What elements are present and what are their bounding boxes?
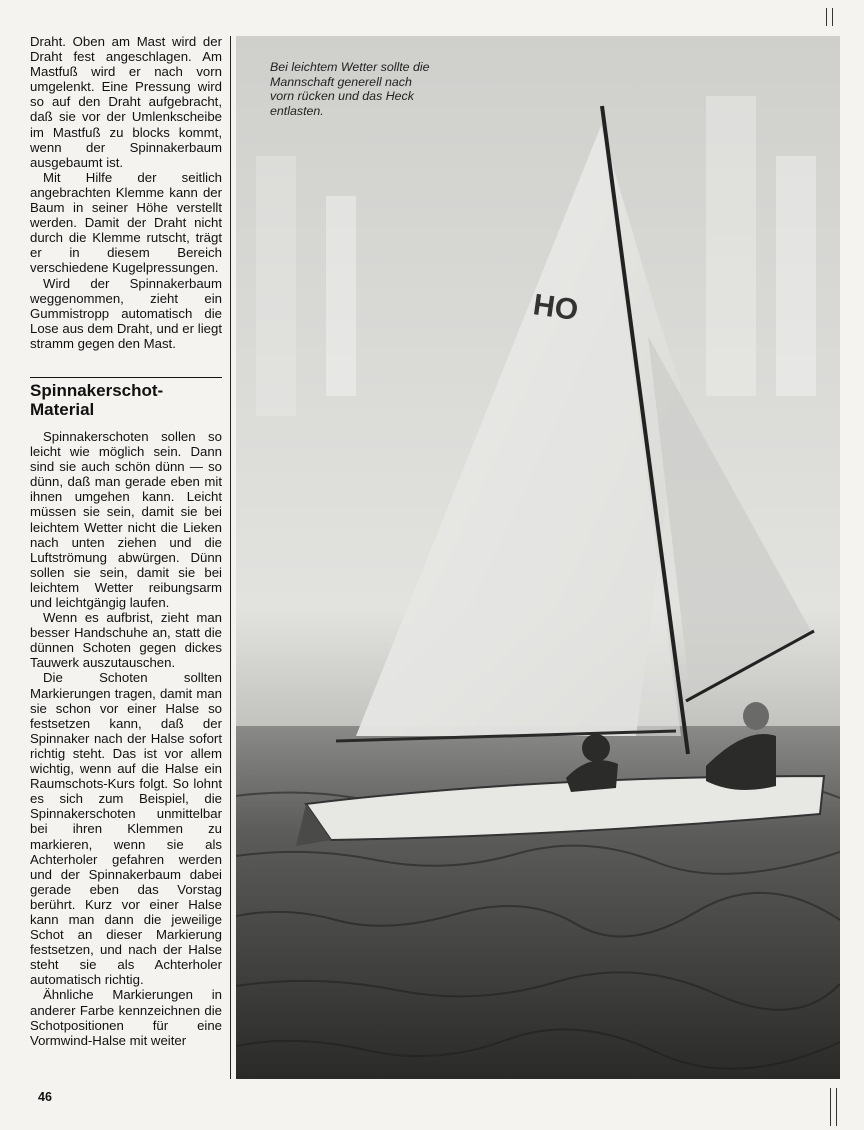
paragraph: Ähnliche Markierungen in anderer Farbe kennzeichnen die Schotpositionen für eine Vormwind-Halse mit weiter bbox=[30, 987, 222, 1048]
column-divider bbox=[230, 36, 231, 1079]
sailing-dinghy-photo bbox=[236, 36, 840, 1079]
scan-edge-mark bbox=[826, 8, 827, 26]
photo-illustration bbox=[236, 36, 840, 1079]
article-column bbox=[30, 34, 222, 1048]
scan-edge-mark bbox=[830, 1088, 831, 1126]
photo-caption: Bei leichtem Wetter sollte die Mannschaft generell nach vorn rücken und das Heck entlasten. bbox=[270, 60, 430, 118]
scan-edge-mark bbox=[836, 1088, 837, 1126]
section-heading: Spinnakerschot-Material bbox=[30, 380, 164, 419]
page-number: 46 bbox=[38, 1090, 52, 1104]
paragraph: Draht. Oben am Mast wird der Draht fest angeschlagen. Am Mastfuß wird er nach vorn umgelenkt. Eine Pressung wird so auf den Draht aufgebracht, daß sie vor der Umlenkscheibe im Mastfuß zu blocks kommt, wenn der Spinnakerbaum ausgebaumt ist. bbox=[30, 34, 222, 170]
paragraph: Mit Hilfe der seitlich angebrachten Klemme kann der Baum in seiner Höhe verstellt werden. Damit der Draht nicht durch die Klemme rutscht, trägt er in diesem Bereich verschiedene Kugelpressungen. bbox=[30, 169, 222, 276]
paragraph: Wird der Spinnakerbaum weggenommen, zieht ein Gummistropp automatisch die Lose aus dem Draht, und er liegt stramm gegen den Mast. bbox=[30, 275, 222, 351]
sail-number: HO bbox=[531, 288, 581, 328]
paragraph: Spinnakerschoten sollen so leicht wie möglich sein. Dann sind sie auch schön dünn — so dünn, daß man gerade eben mit ihnen umgehen kann. Leicht müssen sie sein, damit sie bei leichtem Wetter nicht die Lieken nach unten ziehen und die Luftströmung abwürgen. Dünn sollen sie sein, damit sie bei leichtem Wetter reibungsarm und leichtgängig laufen. bbox=[30, 428, 222, 610]
paragraph: Wenn es aufbrist, zieht man besser Handschuhe an, statt die dünnen Schoten gegen dickes Tauwerk auszutauschen. bbox=[30, 610, 222, 671]
scan-edge-mark bbox=[832, 8, 833, 26]
section-rule bbox=[30, 377, 222, 378]
paragraph: Die Schoten sollten Markierungen tragen, damit man sie schon vor einer Halse so festsetzen kann, daß der Spinnaker nach der Halse sofort richtig steht. Das ist vor allem wichtig, wenn auf die Halse ein Raumschots-Kurs folgt. So lohnt es sich zum Beispiel, die Spinnakerschoten unmittelbar bei ihren Klemmen zu markieren, wenn sie als Achterholer gefahren werden und der Spinnakerbaum dabei gerade eben das Vorstag berührt. Kurz vor einer Halse kann man dann die jeweilige Schot an dieser Markierung festsetzen, und nach der Halse steht sie als Achterholer automatisch richtig. bbox=[30, 670, 222, 988]
